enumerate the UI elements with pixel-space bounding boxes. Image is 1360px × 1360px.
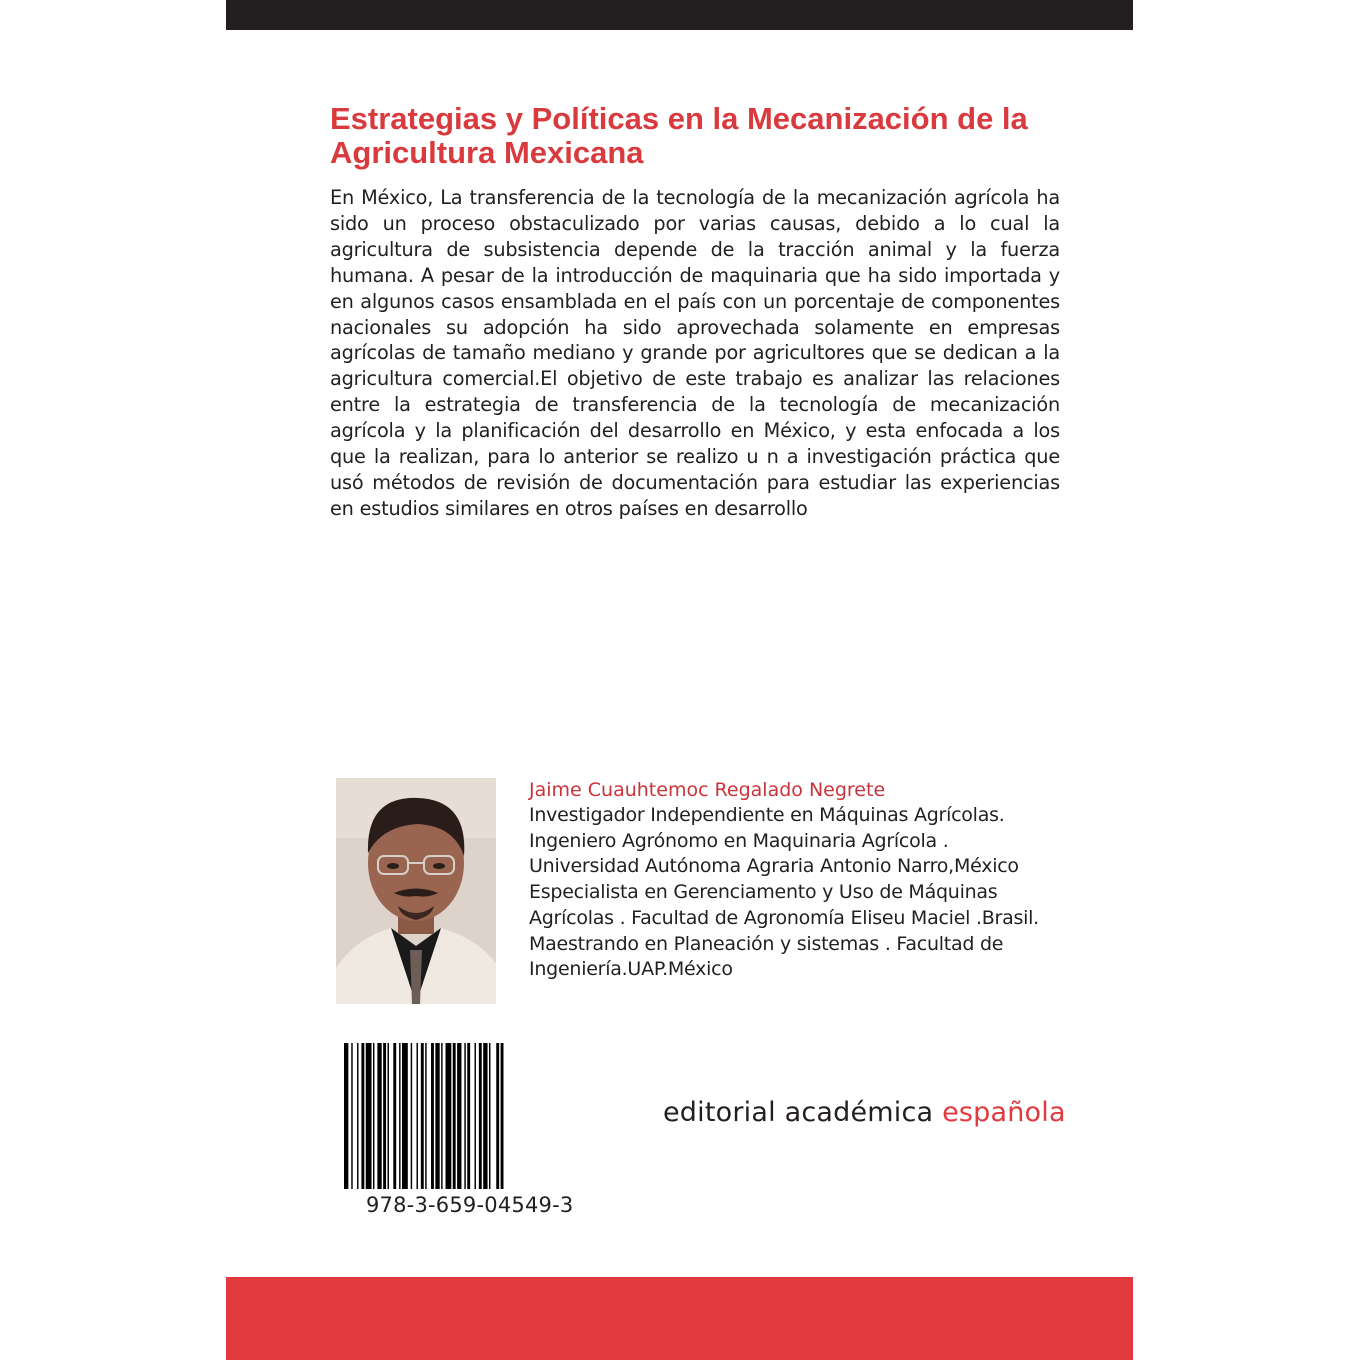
top-dark-band — [226, 0, 1133, 30]
author-portrait-image — [336, 778, 496, 1004]
bottom-red-band — [226, 1277, 1133, 1360]
author-photo — [336, 778, 496, 1004]
barcode-bar — [483, 1043, 487, 1189]
barcode-bar — [496, 1043, 499, 1189]
barcode-bar — [475, 1043, 476, 1189]
isbn-number: 978-3-659-04549-3 — [366, 1193, 574, 1217]
barcode-bar — [357, 1043, 358, 1189]
publisher-name — [663, 1095, 1066, 1131]
barcode-bar — [446, 1043, 452, 1189]
barcode-bar — [351, 1043, 352, 1189]
book-description: En México, La transferencia de la tecnología de la mecanización agrícola ha sido un proceso obstaculizado por varias causas, debido a lo cual la agricultura de subsistencia depende de la tracción animal y la fuerza humana. A pesar de la introducción de maquinaria que ha sido importada y en algunos casos ensamblada en el país con un porcentaje de componentes nacionales su adopción ha sido aprovechada solamente en empresas agrícolas de tamaño mediano y grande por agricultores que se dedican a la agricultura comercial.El objetivo de este trabajo es analizar las relaciones entre la estrategia de transferencia de la tecnología de mecanización agrícola y la planificación del desarrollo en México, y esta enfocada a los que la realizan, para lo anterior se realizo u n a investigación práctica que usó métodos de revisión de documentación para estudiar las experiencias en estudios similares en otros países en desarrollo — [330, 186, 1060, 520]
barcode-bar — [435, 1043, 439, 1189]
barcode-bar — [431, 1043, 434, 1189]
barcode-bar — [489, 1043, 490, 1189]
barcode-bar — [417, 1043, 418, 1189]
barcode-bar — [441, 1043, 442, 1189]
barcode-bar — [383, 1043, 386, 1189]
barcode-bar — [501, 1043, 504, 1189]
barcode-bar — [361, 1043, 364, 1189]
barcode-bar — [464, 1043, 465, 1189]
barcode-bar — [425, 1043, 426, 1189]
publisher-name-accent: española — [942, 1097, 1066, 1128]
barcode-bar — [344, 1043, 348, 1189]
barcode-bar — [366, 1043, 372, 1189]
barcode-bar — [373, 1043, 374, 1189]
barcode-bar — [402, 1043, 408, 1189]
author-biography: Investigador Independiente en Máquinas Agrícolas. Ingeniero Agrónomo en Maquinaria Agrícola . Universidad Autónoma Agraria Antonio Narro,México Especialista en Gerenciamento y Uso de Máquinas Agrícolas . Facultad de Agronomía Eliseu Maciel .Brasil. Maestrando en Planeación y sistemas . Facultad de Ingeniería.UAP.México — [529, 804, 1039, 981]
author-name: Jaime Cuauhtemoc Regalado Negrete — [529, 779, 886, 801]
publisher-name-part1: editorial académica — [663, 1097, 943, 1128]
barcode-bar — [388, 1043, 389, 1189]
barcode-bar — [479, 1043, 482, 1189]
book-title: Estrategias y Políticas en la Mecanización de la Agricultura Mexicana — [330, 101, 1028, 170]
barcode-bar — [377, 1043, 381, 1189]
barcode-bar — [467, 1043, 470, 1189]
barcode-bar — [421, 1043, 424, 1189]
barcode-bar — [393, 1043, 396, 1189]
isbn-barcode — [342, 1043, 608, 1189]
barcode-bar — [457, 1043, 461, 1189]
barcode-bar — [399, 1043, 400, 1189]
barcode-bar — [411, 1043, 412, 1189]
barcode-bar — [453, 1043, 456, 1189]
